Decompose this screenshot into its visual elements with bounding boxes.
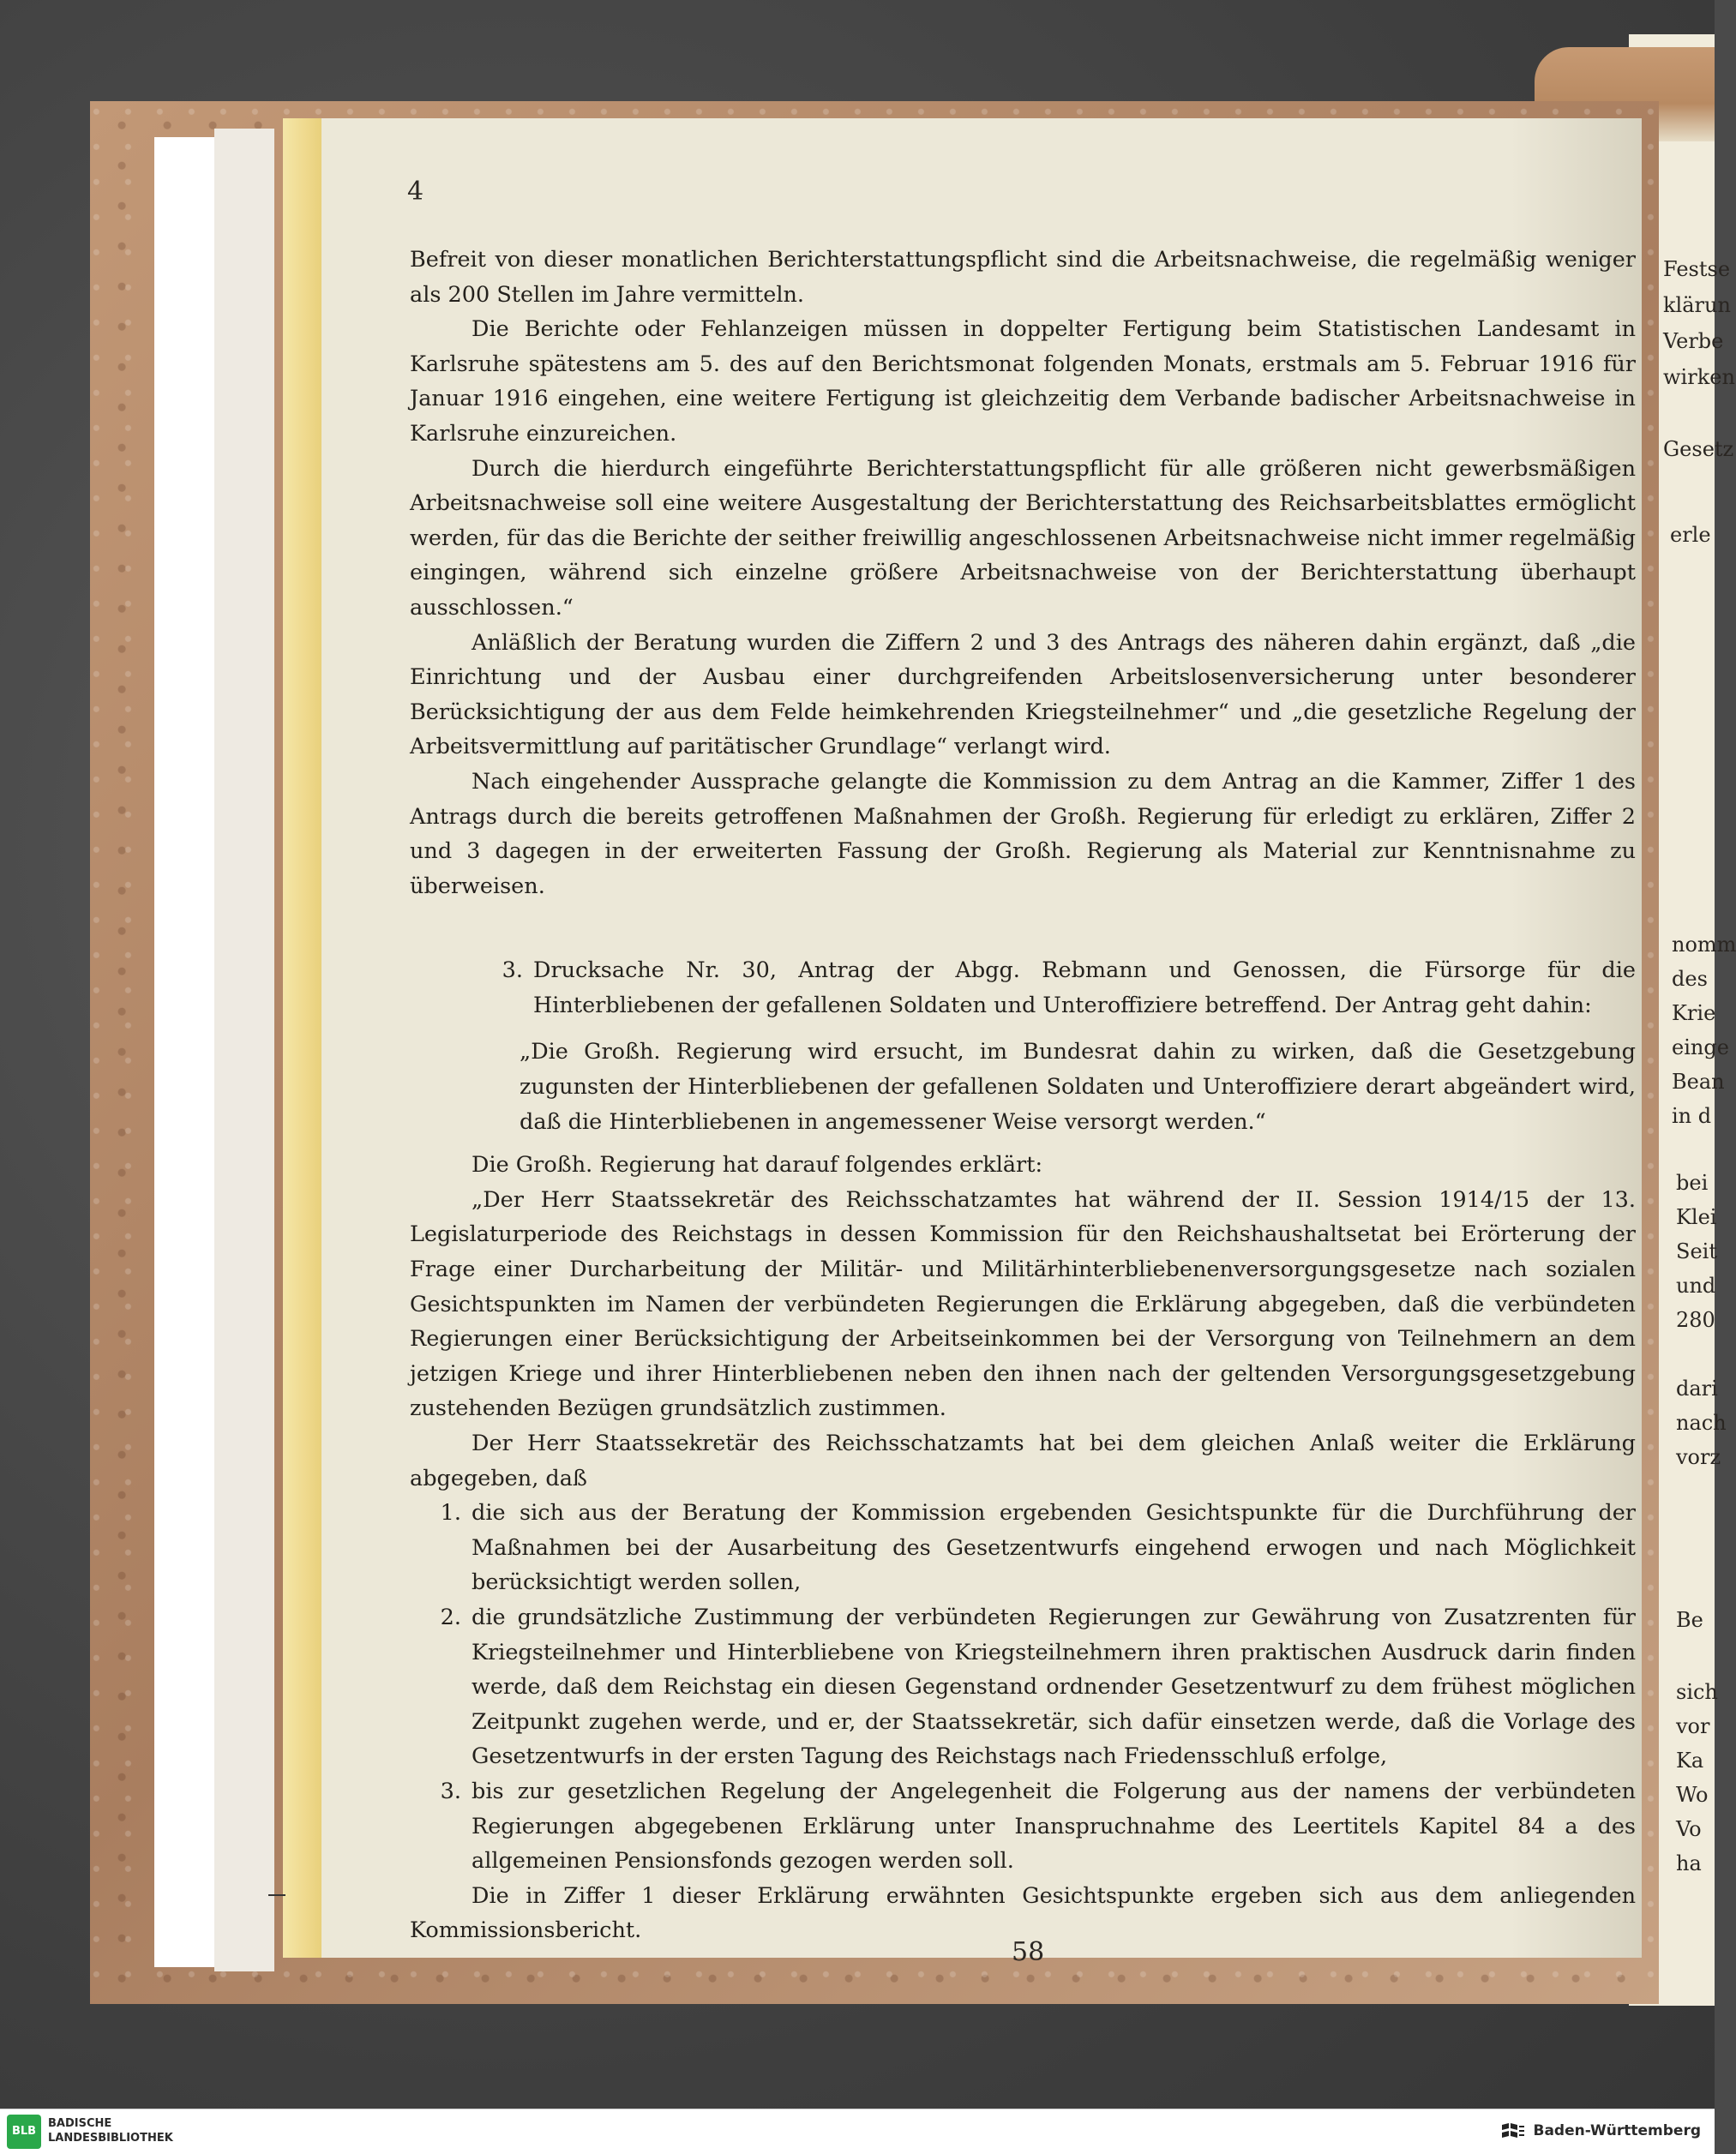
facing-page-fragment: des — [1672, 967, 1708, 991]
facing-page-fragment: vor — [1676, 1714, 1710, 1738]
facing-page-fragment: dari — [1676, 1377, 1718, 1401]
facing-page-fragment: Verbe — [1663, 329, 1724, 353]
facing-page-fragment: bei — [1676, 1171, 1709, 1195]
facing-page-fragment: sich — [1676, 1680, 1718, 1704]
page-text — [410, 243, 1636, 1948]
margin-mark — [268, 1894, 285, 1896]
facing-page-fragment: ha — [1676, 1851, 1702, 1875]
facing-page-fragment: einge — [1672, 1035, 1729, 1059]
state-emblem-icon — [1500, 2121, 1526, 2140]
footer-bar — [0, 2109, 1715, 2154]
state-logo[interactable] — [1500, 2121, 1701, 2140]
paragraph-3: Durch die hierdurch eingeführte Berichterstattungspflicht für alle größeren nicht gewerbsmäßigen Arbeitsnachweise soll eine weitere Ausgestaltung der Berichterstattung des Reichsarbeitsblattes ermöglicht werden, für das die Berichte der seither freiwillig angeschlossenen Arbeitsnachweise nicht immer regelmäßig eingingen, während sich einzelne größere Arbeitsnachweise von der Berichterstattung überhaupt ausschlossen.“ — [410, 455, 1637, 621]
facing-page-fragment: erle — [1670, 523, 1711, 547]
paragraph-last: Die in Ziffer 1 dieser Erklärung erwähnten Gesichtspunkte ergeben sich aus dem anliegenden Kommissionsbericht. — [410, 1882, 1636, 1944]
facing-page-fragment: nach — [1676, 1411, 1727, 1435]
facing-page-fragment: Gesetz — [1663, 437, 1734, 461]
list-item-number: 2. — [440, 1604, 461, 1630]
facing-page-fragment: Wo — [1676, 1783, 1709, 1807]
blb-logo[interactable]: BLB — [7, 2115, 41, 2149]
page-gilt-edge — [283, 118, 321, 1958]
paragraph-staatssekretaer: „Der Herr Staatssekretär des Reichsschatzamtes hat während der II. Session 1914/15 der 13. Legislaturperiode des Reichstags in dessen Kommission für den Reichshaushaltsetat bei Erörterung der Frage einer Durcharbeitung der Militär- und Militärhinterbliebenenversorgungsgesetze nach sozialen Gesichtspunkten im Namen der verbündeten Regierungen die Erklärung abgegeben, daß die verbündeten Regierungen einer Berücksichtigung der Arbeitseinkommen bei der Versorgung von Teilnehmern an dem jetzigen Kriege und ihrer Hinterbliebenen neben den ihnen nach der geltenden Versorgungsgesetzgebung zustehenden Bezügen grundsätzlich zustimmen. — [410, 1186, 1636, 1422]
paragraph-5: Nach eingehender Aussprache gelangte die Kommission zu dem Antrag an die Kammer, Ziffer 1 des Antrags durch die bereits getroffenen Maßnahmen der Großh. Regierung für erledigt zu erklären, Ziffer 2 und 3 dagegen in der erweiterten Fassung der Großh. Regierung als Material zur Kenntnisnahme zu überweisen. — [410, 768, 1636, 899]
library-name-line1: BADISCHE — [48, 2117, 112, 2130]
list-item — [410, 1774, 1636, 1879]
list-item-number: 1. — [440, 1500, 461, 1527]
facing-page-fragment: Be — [1676, 1608, 1703, 1632]
facing-page-fragment: wirken — [1663, 365, 1735, 389]
facing-page-fragment: in d — [1672, 1104, 1712, 1128]
facing-page-fragment: und — [1676, 1274, 1716, 1298]
page-number-bottom: 58 — [1012, 1937, 1045, 1967]
paragraph-4: Anläßlich der Beratung wurden die Ziffern 2 und 3 des Antrags des näheren dahin ergänzt, daß „die Einrichtung und der Ausbau einer durchgreifenden Arbeitslosenversicherung unter besonderer Berücksichtigung der aus dem Felde heimkehrenden Kriegsteilnehmer“ und „die gesetzliche Regelung der Arbeitsvermittlung auf paritätischer Grundlage“ verlangt wird. — [410, 629, 1636, 760]
facing-page-fragment: klärun — [1663, 293, 1731, 317]
facing-page-fragment: Festse — [1663, 257, 1731, 281]
facing-page-fragment: vorz — [1676, 1445, 1721, 1469]
state-name: Baden-Württemberg — [1533, 2122, 1701, 2139]
facing-page-fragment: nomm — [1672, 933, 1736, 957]
list-item-text: die sich aus der Beratung der Kommission ergebenden Gesichtspunkte für die Durchführung der Maßnahmen bei der Ausarbeitung des Gesetzentwurfs eingehend erwogen und nach Möglichkeit berücksichtigt werden sollen, — [472, 1500, 1636, 1596]
paragraph-government-declared: Die Großh. Regierung hat darauf folgendes erklärt: — [472, 1152, 1043, 1179]
section-3-number: 3. — [502, 957, 523, 984]
list-item-text: bis zur gesetzlichen Regelung der Angelegenheit die Folgerung aus der namens der verbündeten Regierungen abgegebenen Erklärung unter Inanspruchnahme des Leertitels Kapitel 84 a des allgemeinen Pensionsfonds gezogen werden soll. — [472, 1778, 1636, 1875]
flyleaf-inner — [214, 129, 274, 1971]
facing-page-fragment: Ka — [1676, 1749, 1704, 1773]
page-number-top: 4 — [407, 177, 424, 207]
section-gap — [410, 903, 1636, 953]
library-name — [48, 2116, 173, 2145]
gap — [410, 1139, 1636, 1148]
paragraph-further-declaration: Der Herr Staatssekretär des Reichsschatzamts hat bei dem gleichen Anlaß weiter die Erklärung abgegeben, daß — [410, 1431, 1636, 1491]
list-item-number: 3. — [440, 1778, 461, 1804]
section-3-text: Drucksache Nr. 30, Antrag der Abgg. Rebmann und Genossen, die Fürsorge für die Hinterbliebenen der gefallenen Soldaten und Unteroffiziere betreffend. Der Antrag geht dahin: — [533, 957, 1636, 1018]
facing-page-fragment: Seit — [1676, 1239, 1717, 1263]
paragraph-2: Die Berichte oder Fehlanzeigen müssen in doppelter Fertigung beim Statistischen Landesamt in Karlsruhe spätestens am 5. des auf den Berichtsmonat folgenden Monats, erstmals am 5. Februar 1916 für Januar 1916 eingehen, eine weitere Fertigung ist gleichzeitig dem Verbande badischer Arbeitsnachweise in Karlsruhe einzureichen. — [410, 316, 1636, 447]
list-item — [410, 1600, 1636, 1774]
list-item-text: die grundsätzliche Zustimmung der verbündeten Regierungen zur Gewährung von Zusatzrenten für Kriegsteilnehmer und Hinterbliebene von Kriegsteilnehmern ihren praktischen Ausdruck darin finden werde, daß dem Reichstag ein diesen Gegenstand ordnender Gesetzentwurf zu dem frühest möglichen Zeitpunkt zugehen werde, und er, der Staatssekretär, sich dafür einsetzen werde, daß die Vorlage des Gesetzentwurfs in der ersten Tagung des Reichstags nach Friedensschluß erfolge, — [472, 1604, 1636, 1770]
facing-page-fragment: Bean — [1672, 1070, 1725, 1094]
facing-page-fragment: Krie — [1672, 1001, 1716, 1025]
library-name-line2: LANDESBIBLIOTHEK — [48, 2132, 173, 2145]
facing-page-fragment: Klei — [1676, 1205, 1717, 1229]
facing-page-fragment: Vo — [1676, 1817, 1702, 1841]
paragraph-1: Befreit von dieser monatlichen Berichterstattungspflicht sind die Arbeitsnachweise, die regelmäßig weniger als 200 Stellen im Jahre vermitteln. — [410, 247, 1636, 308]
section-3-heading — [410, 953, 1636, 1023]
list-item — [410, 1496, 1636, 1600]
facing-page-fragment: 280 — [1676, 1308, 1715, 1332]
quoted-motion: „Die Großh. Regierung wird ersucht, im Bundesrat dahin zu wirken, daß die Gesetzgebung zugunsten der Hinterbliebenen der gefallenen Soldaten und Unteroffiziere derart abgeändert wird, daß die Hinterbliebenen in angemessener Weise versorgt werden.“ — [520, 1039, 1636, 1135]
gap — [410, 1023, 1636, 1035]
